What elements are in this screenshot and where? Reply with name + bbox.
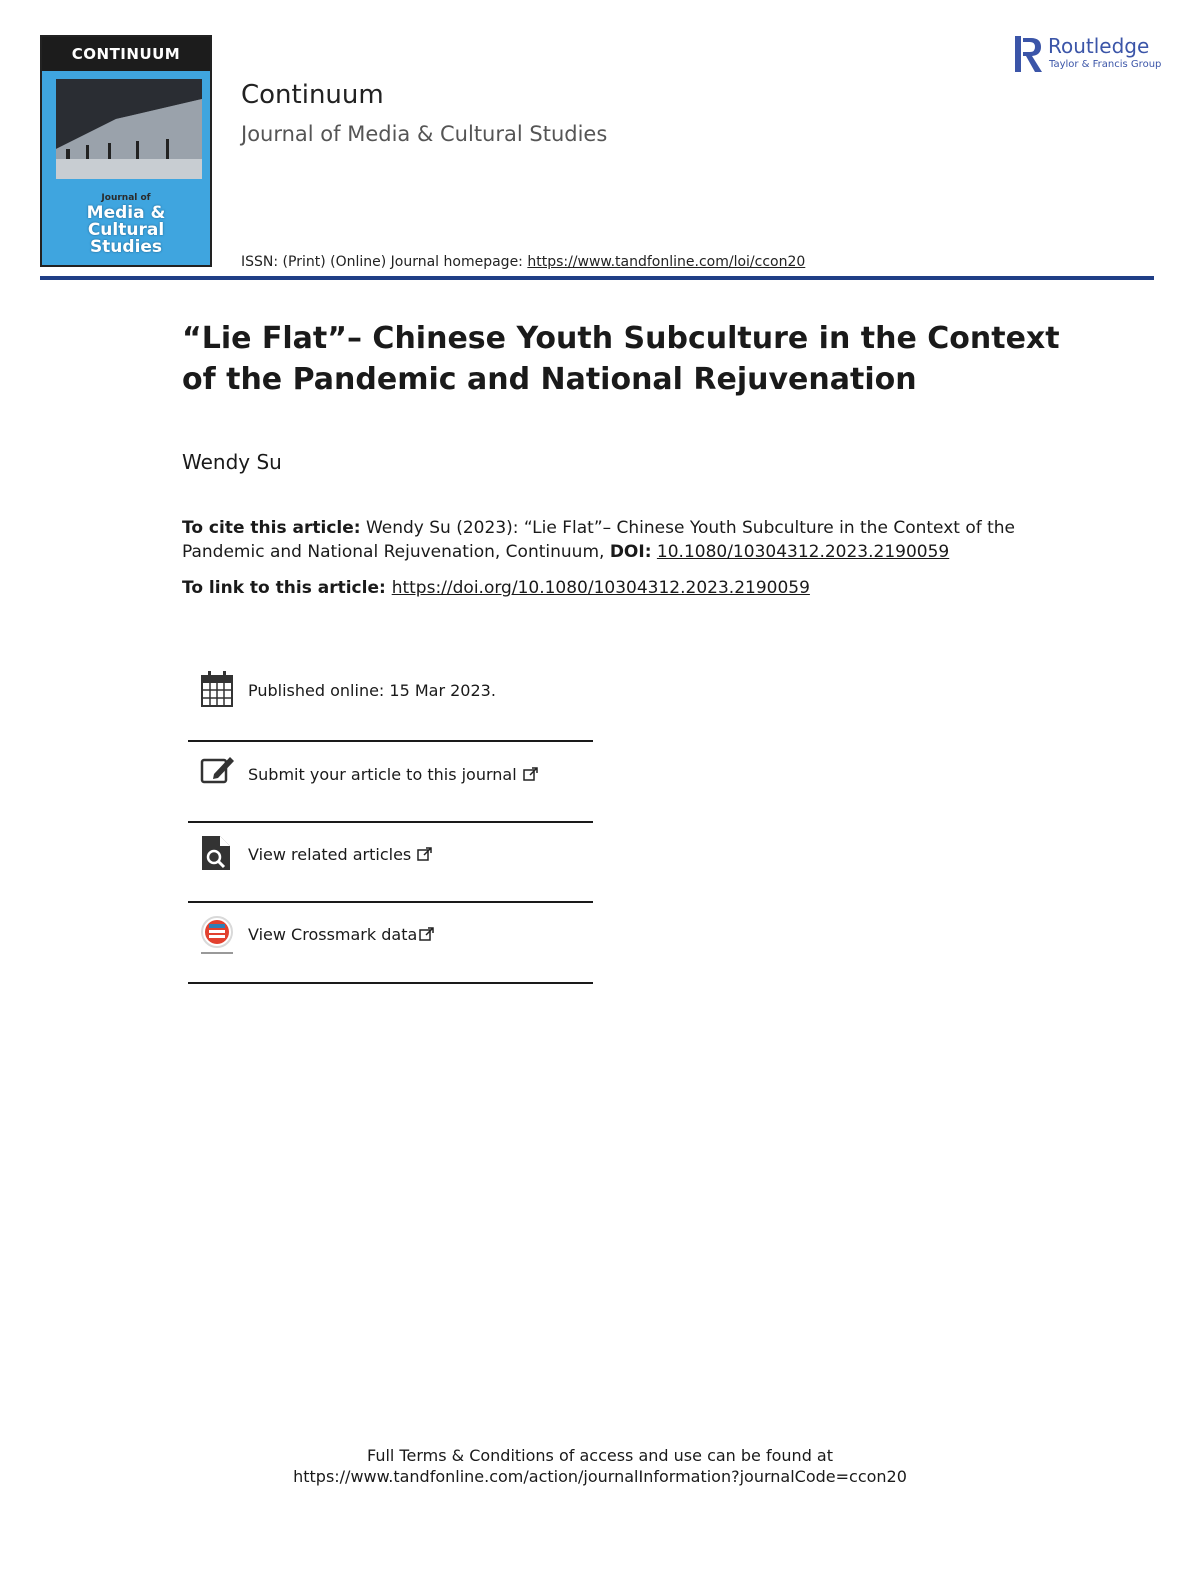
crossmark-icon — [200, 914, 236, 958]
doi-label: DOI: — [609, 542, 652, 562]
info-divider — [188, 982, 593, 984]
cover-title-line: Media & — [86, 203, 166, 223]
publisher-group: Taylor & Francis Group — [1049, 59, 1162, 70]
terms-url[interactable]: https://www.tandfonline.com/action/journalInformation?journalCode=ccon20 — [293, 1467, 907, 1486]
external-link-icon — [417, 846, 433, 862]
citation-label: To cite this article: — [182, 518, 361, 538]
article-link-label: To link to this article: — [182, 578, 392, 598]
submit-article-label: Submit your article to this journal — [248, 765, 517, 784]
submit-article-link[interactable] — [248, 765, 539, 784]
related-articles-row[interactable] — [188, 834, 593, 894]
cover-title-line: Cultural — [87, 220, 165, 240]
published-online-text: Published online: 15 Mar 2023. — [248, 681, 496, 700]
routledge-logo — [1014, 34, 1164, 78]
terms-text: Full Terms & Conditions of access and use can be found at — [366, 1446, 834, 1465]
crossmark-link[interactable] — [248, 925, 435, 944]
article-title-line: of the Pandemic and National Rejuvenation — [182, 362, 917, 397]
journal-subtitle: Journal of Media & Cultural Studies — [241, 122, 608, 146]
cover-title-line: Studies — [89, 237, 163, 257]
related-articles-link[interactable] — [248, 845, 433, 864]
article-doi-url-link[interactable]: https://doi.org/10.1080/10304312.2023.2190059 — [391, 578, 810, 598]
cover-subtitle: Journal of — [101, 193, 151, 203]
crossmark-row[interactable] — [188, 914, 593, 974]
crossmark-label: View Crossmark data — [248, 925, 418, 944]
info-divider — [188, 740, 593, 742]
citation-line — [182, 540, 1062, 564]
info-divider — [188, 901, 593, 903]
citation-block — [182, 516, 1062, 564]
header-divider — [40, 276, 1154, 280]
info-divider — [188, 821, 593, 823]
terms-footer — [0, 1445, 1200, 1487]
journal-cover-image — [40, 35, 212, 267]
document-search-icon — [200, 834, 232, 872]
article-author: Wendy Su — [182, 450, 282, 474]
article-link-line — [182, 578, 810, 598]
related-articles-label: View related articles — [248, 845, 412, 864]
article-title — [182, 318, 1062, 400]
external-link-icon — [523, 766, 539, 782]
cover-photo — [56, 79, 202, 179]
cover-band-title: CONTINUUM — [42, 37, 210, 71]
journal-homepage-link[interactable]: https://www.tandfonline.com/loi/ccon20 — [527, 254, 806, 270]
issn-text: ISSN: (Print) (Online) Journal homepage: — [241, 254, 528, 270]
article-title-line: “Lie Flat”– Chinese Youth Subculture in the Context — [182, 321, 1060, 356]
doi-link[interactable]: 10.1080/10304312.2023.2190059 — [656, 542, 950, 562]
routledge-r-icon — [1014, 34, 1044, 74]
citation-line — [182, 516, 1062, 540]
publisher-name: Routledge — [1048, 34, 1150, 58]
external-link-icon — [419, 926, 435, 942]
citation-text: Wendy Su (2023): “Lie Flat”– Chinese Youth Subculture in the Context of the — [360, 518, 1016, 538]
submit-article-row[interactable] — [188, 754, 593, 814]
issn-line — [241, 254, 805, 270]
edit-icon — [200, 754, 236, 786]
journal-name: Continuum — [241, 80, 384, 110]
cover-title — [42, 205, 210, 256]
citation-text: Pandemic and National Rejuvenation, Continuum, — [182, 542, 610, 562]
calendar-icon — [200, 670, 234, 708]
published-online-row — [188, 670, 593, 730]
